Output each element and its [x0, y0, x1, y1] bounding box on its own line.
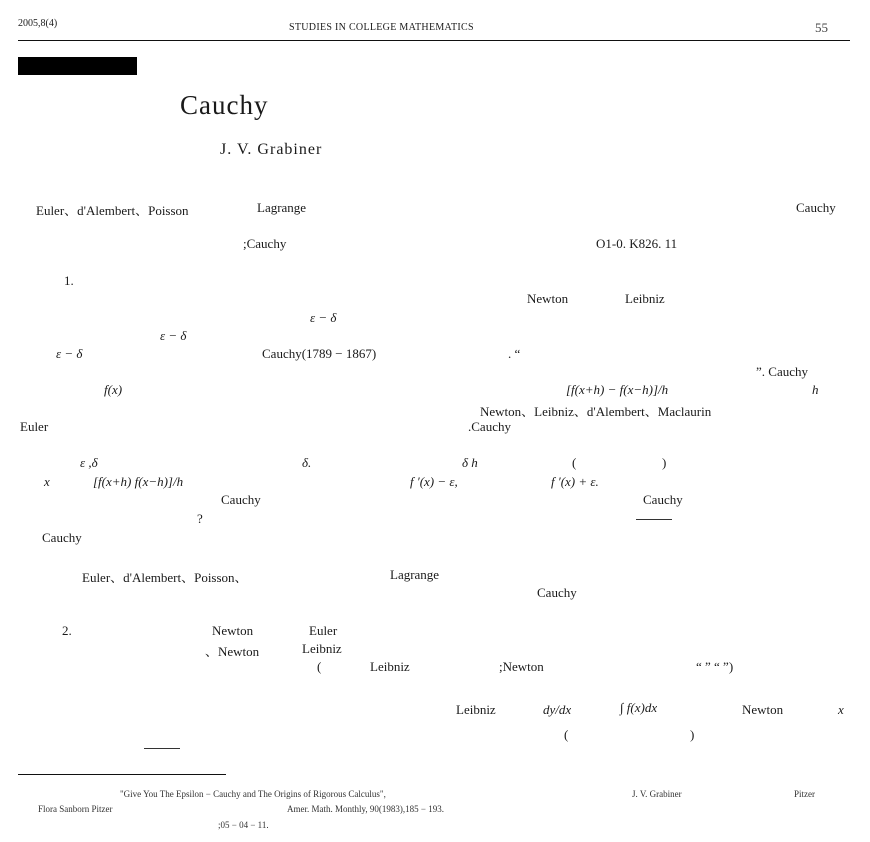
text-newton-semi: ;Newton: [499, 659, 544, 674]
formula-x: x: [44, 474, 50, 489]
text-cauchy-4: Cauchy: [537, 585, 577, 600]
text-euler-2: Euler: [309, 623, 338, 638]
footnote-rule: [18, 774, 226, 775]
text-cauchy-3: Cauchy: [42, 530, 82, 545]
text-newton: Newton: [527, 291, 569, 306]
formula-eps-comma-delta: ε ,δ: [80, 455, 98, 470]
em-dash-1: [636, 519, 672, 520]
footnote-date: ;05 − 04 − 11.: [218, 820, 269, 830]
author-name: J. V. Grabiner: [220, 141, 323, 158]
keywords: ;Cauchy: [243, 236, 287, 251]
text-leibniz: Leibniz: [625, 291, 665, 306]
paren-open-2: (: [317, 659, 322, 674]
section-1-number: 1.: [64, 273, 74, 288]
text-cauchy-quote: ”. Cauchy: [756, 364, 808, 379]
text-cauchy-years: Cauchy(1789 − 1867): [262, 346, 377, 361]
formula-fx: f(x): [104, 382, 123, 397]
abstract-cauchy: Cauchy: [796, 200, 836, 215]
header-rule: [18, 40, 850, 41]
article-title: Cauchy: [180, 90, 269, 120]
text-eps-delta-1: ε − δ: [310, 310, 337, 325]
text-quotes: “ ” “ ”): [696, 659, 734, 674]
footnote-title: "Give You The Epsilon − Cauchy and The Origins of Rigorous Calculus",: [120, 789, 386, 799]
text-leibniz-4: Leibniz: [456, 702, 496, 717]
formula-difference-quotient-2: [f(x+h) f(x−h)]/h: [93, 474, 184, 489]
text-names-list-2: Euler、d'Alembert、Poisson、: [82, 570, 248, 585]
redaction-bar: [18, 57, 137, 75]
paren-close-1: ): [662, 455, 667, 470]
formula-delta-dot: δ.: [302, 455, 312, 470]
footnote-pitzer: Pitzer: [794, 789, 815, 799]
formula-dydx: dy/dx: [543, 702, 572, 717]
footnote-author: J. V. Grabiner: [632, 789, 682, 799]
footnote-reference: Amer. Math. Monthly, 90(1983),185 − 193.: [287, 804, 444, 814]
classification: O1-0. K826. 11: [596, 236, 678, 251]
page-number: 55: [815, 20, 828, 35]
formula-h: h: [812, 382, 819, 397]
formula-x-2: x: [838, 702, 844, 717]
text-quote-end: . “: [508, 346, 521, 361]
em-dash-2: [144, 748, 180, 749]
text-newton-comma: 、Newton: [205, 644, 260, 659]
text-euler: Euler: [20, 419, 49, 434]
paren-open-3: (: [564, 727, 569, 742]
formula-delta-h: δ h: [462, 455, 478, 470]
issue-label: 2005,8(4): [18, 18, 58, 29]
formula-fprime-minus: f ′(x) − ε,: [410, 474, 458, 489]
text-leibniz-3: Leibniz: [370, 659, 410, 674]
formula-difference-quotient: [f(x+h) − f(x−h)]/h: [566, 382, 669, 397]
text-newton-3: Newton: [742, 702, 784, 717]
text-cauchy-dot: .Cauchy: [468, 419, 511, 434]
section-2-number: 2.: [62, 623, 72, 638]
text-eps-delta-2: ε − δ: [160, 328, 187, 343]
text-names-list: Newton、Leibniz、d'Alembert、Maclaurin: [480, 404, 712, 419]
text-lagrange: Lagrange: [390, 567, 440, 582]
text-newton-2: Newton: [212, 623, 254, 638]
paren-open-1: (: [572, 455, 577, 470]
text-question-mark: ?: [197, 511, 203, 526]
abstract-lagrange: Lagrange: [257, 200, 307, 215]
text-cauchy-1: Cauchy: [221, 492, 261, 507]
abstract-names: Euler、d'Alembert、Poisson: [36, 203, 189, 218]
text-leibniz-2: Leibniz: [302, 641, 342, 656]
journal-title: STUDIES IN COLLEGE MATHEMATICS: [289, 22, 474, 33]
formula-integral: ∫ f(x)dx: [620, 700, 658, 715]
formula-fprime-plus: f ′(x) + ε.: [551, 474, 599, 489]
footnote-fund-name: Flora Sanborn Pitzer: [38, 804, 113, 814]
paren-close-3: ): [690, 727, 695, 742]
text-cauchy-2: Cauchy: [643, 492, 683, 507]
text-eps-delta-3: ε − δ: [56, 346, 83, 361]
